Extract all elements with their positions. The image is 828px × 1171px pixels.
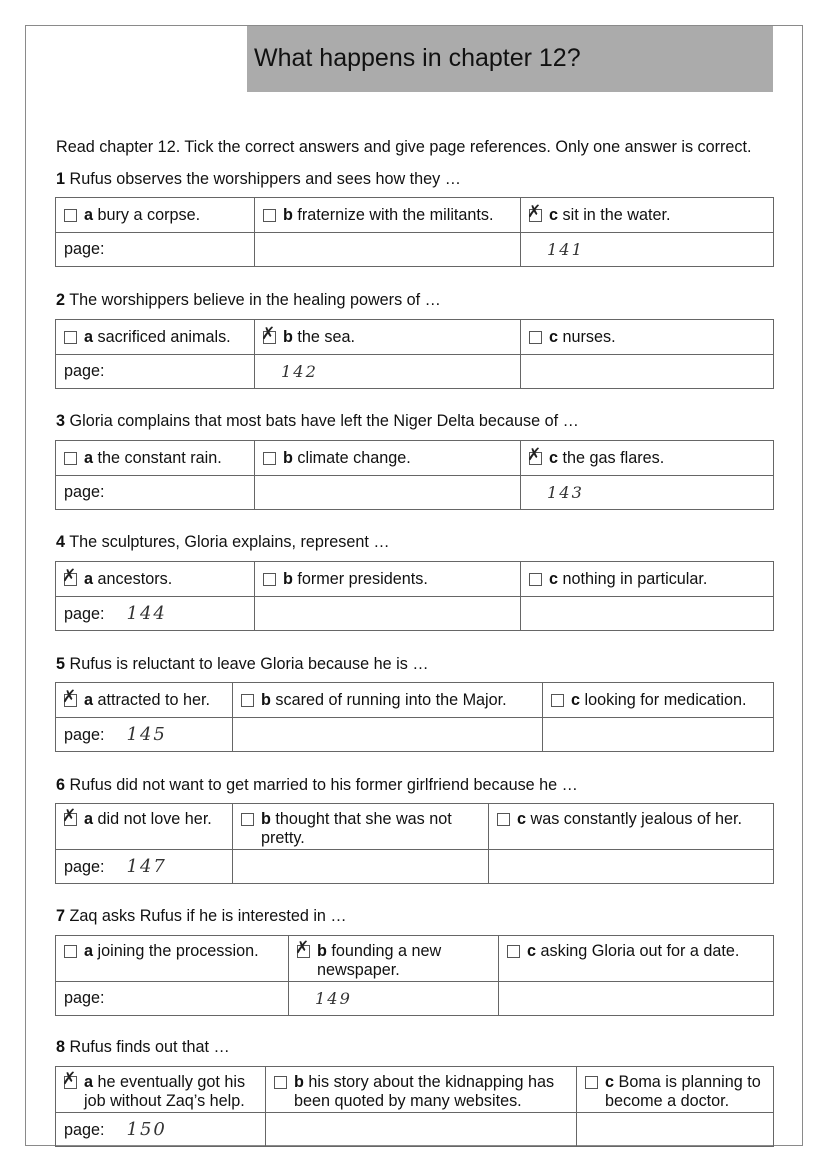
question-text: Zaq asks Rufus if he is interested in …	[69, 907, 347, 925]
page-label: page:	[64, 726, 105, 744]
option-label	[261, 810, 480, 848]
option-letter: a	[84, 810, 94, 828]
option-letter: b	[283, 327, 293, 346]
option-label	[517, 810, 742, 829]
page-number-handwritten: 147	[126, 856, 167, 877]
page-field-blank[interactable]	[577, 1113, 774, 1147]
option-text: nurses.	[562, 327, 616, 346]
checkbox-c[interactable]	[551, 694, 564, 707]
option-b-cell	[255, 320, 521, 355]
question-number: 2	[56, 291, 66, 309]
question-text: Gloria complains that most bats have left the Niger Delta because of …	[69, 412, 579, 430]
option-b-cell	[266, 1067, 577, 1113]
option-c-cell	[521, 562, 774, 597]
page-field-blank[interactable]	[521, 597, 774, 631]
checkbox-b[interactable]	[274, 1076, 287, 1089]
page-field[interactable]	[56, 355, 255, 389]
option-text: founding a new newspaper.	[317, 942, 442, 979]
option-text: Boma is planning to become a doctor.	[605, 1073, 761, 1110]
page-label: page:	[64, 858, 105, 876]
option-b-cell	[255, 198, 521, 233]
option-text: he eventually got his job without Zaq’s help.	[84, 1073, 246, 1110]
page-field[interactable]	[56, 476, 255, 510]
option-label	[84, 206, 200, 225]
question-number: 4	[56, 533, 66, 551]
option-label	[294, 1073, 568, 1111]
answer-table-1	[55, 197, 774, 267]
checkbox-b[interactable]	[295, 938, 310, 958]
question-3	[56, 412, 579, 431]
answer-table-6	[55, 803, 774, 884]
option-letter: a	[84, 1073, 94, 1091]
option-label	[84, 691, 210, 710]
answer-table-4	[55, 561, 774, 631]
page-number-handwritten[interactable]: 149	[289, 982, 499, 1016]
page-field[interactable]	[56, 982, 289, 1016]
option-a-cell	[56, 320, 255, 355]
checkbox-a[interactable]	[62, 686, 77, 707]
option-letter: b	[283, 448, 293, 467]
page-field[interactable]	[56, 597, 255, 631]
page-label: page:	[64, 483, 105, 501]
page-field-blank[interactable]	[521, 355, 774, 389]
option-letter: a	[84, 942, 94, 960]
option-letter: a	[84, 690, 94, 709]
option-letter: c	[527, 942, 537, 960]
page-field-blank[interactable]	[233, 718, 543, 752]
option-label	[84, 942, 259, 961]
page-label: page:	[64, 989, 105, 1007]
option-text: sit in the water.	[562, 205, 671, 224]
option-text: ancestors.	[97, 569, 173, 588]
option-label	[84, 570, 172, 589]
page-field-blank[interactable]	[489, 850, 774, 884]
option-letter: c	[549, 448, 559, 467]
page-number-handwritten[interactable]: 142	[255, 355, 521, 389]
checkbox-c[interactable]	[529, 573, 542, 586]
option-c-cell	[521, 198, 774, 233]
page-number-handwritten[interactable]: 143	[521, 476, 774, 510]
option-a-cell	[56, 441, 255, 476]
checkbox-a[interactable]	[62, 565, 77, 586]
question-text: The sculptures, Gloria explains, represent …	[69, 533, 390, 551]
option-letter: a	[84, 448, 94, 467]
option-text: attracted to her.	[97, 690, 210, 709]
question-2	[56, 291, 441, 310]
option-letter: b	[283, 205, 293, 224]
option-c-cell	[489, 804, 774, 850]
option-b-cell	[233, 804, 489, 850]
question-text: The worshippers believe in the healing powers of …	[69, 291, 441, 309]
option-text: thought that she was not pretty.	[261, 810, 452, 847]
page-field[interactable]	[56, 718, 233, 752]
option-a-cell	[56, 936, 289, 982]
option-a-cell	[56, 804, 233, 850]
option-text: bury a corpse.	[97, 205, 201, 224]
tick-mark-icon: ✗	[261, 323, 276, 344]
page-field-blank[interactable]	[499, 982, 774, 1016]
option-label	[549, 328, 616, 347]
checkbox-b[interactable]	[241, 813, 254, 826]
option-text: fraternize with the militants.	[297, 205, 494, 224]
checkbox-a[interactable]	[64, 945, 77, 958]
option-text: climate change.	[297, 448, 411, 467]
question-5	[56, 655, 429, 674]
checkbox-c[interactable]	[497, 813, 510, 826]
question-1	[56, 170, 461, 189]
option-b-cell	[255, 562, 521, 597]
option-label	[317, 942, 490, 980]
option-label	[283, 570, 428, 589]
option-c-cell	[521, 441, 774, 476]
question-number: 6	[56, 776, 66, 794]
option-letter: b	[317, 942, 327, 960]
option-label	[283, 449, 411, 468]
page-field-blank[interactable]	[233, 850, 489, 884]
option-c-cell	[499, 936, 774, 982]
option-b-cell	[289, 936, 499, 982]
tick-mark-icon: ✗	[62, 565, 77, 586]
option-label	[84, 1073, 257, 1111]
question-6	[56, 776, 578, 795]
tick-mark-icon: ✗	[62, 806, 77, 826]
question-text: Rufus finds out that …	[69, 1038, 230, 1056]
page-field[interactable]	[56, 850, 233, 884]
tick-mark-icon: ✗	[62, 1069, 77, 1089]
option-label	[283, 206, 494, 225]
option-letter: c	[605, 1073, 615, 1091]
answer-table-7	[55, 935, 774, 1016]
question-text: Rufus did not want to get married to his former girlfriend because he …	[69, 776, 578, 794]
option-letter: c	[549, 327, 559, 346]
option-letter: c	[549, 569, 559, 588]
answer-table-5	[55, 682, 774, 752]
option-text: the sea.	[297, 327, 355, 346]
option-label	[549, 449, 664, 468]
option-label	[84, 449, 222, 468]
checkbox-b[interactable]	[263, 452, 276, 465]
page-label: page:	[64, 362, 105, 380]
question-text: Rufus observes the worshippers and sees how they …	[69, 170, 461, 188]
page-label: page:	[64, 1121, 105, 1139]
option-b-cell	[233, 683, 543, 718]
answer-table-8	[55, 1066, 774, 1147]
option-label	[605, 1073, 765, 1111]
option-text: was constantly jealous of her.	[530, 810, 742, 828]
tick-mark-icon: ✗	[527, 444, 542, 465]
page-field-blank[interactable]	[266, 1113, 577, 1147]
option-text: sacrificed animals.	[97, 327, 231, 346]
question-text: Rufus is reluctant to leave Gloria because he is …	[69, 655, 429, 673]
checkbox-b[interactable]	[241, 694, 254, 707]
page-label: page:	[64, 240, 105, 258]
checkbox-a[interactable]	[64, 331, 77, 344]
question-4	[56, 533, 390, 552]
option-letter: b	[261, 690, 271, 709]
option-label	[549, 206, 670, 225]
answer-table-3	[55, 440, 774, 510]
option-text: scared of running into the Major.	[275, 690, 507, 709]
tick-mark-icon: ✗	[295, 938, 310, 958]
checkbox-b[interactable]	[263, 573, 276, 586]
page-number-handwritten[interactable]: 141	[521, 233, 774, 267]
option-c-cell	[577, 1067, 774, 1113]
option-text: nothing in particular.	[562, 569, 708, 588]
option-letter: a	[84, 569, 94, 588]
option-letter: c	[549, 205, 559, 224]
option-text: did not love her.	[97, 810, 212, 828]
option-letter: a	[84, 205, 94, 224]
checkbox-a[interactable]	[62, 1069, 77, 1089]
checkbox-c[interactable]	[585, 1076, 598, 1089]
option-a-cell	[56, 198, 255, 233]
page-field-blank[interactable]	[255, 476, 521, 510]
option-c-cell	[543, 683, 774, 718]
checkbox-c[interactable]	[527, 201, 542, 222]
option-label	[84, 810, 212, 829]
page-number-handwritten: 150	[126, 1119, 167, 1140]
option-text: asking Gloria out for a date.	[540, 942, 740, 960]
checkbox-c[interactable]	[507, 945, 520, 958]
page-label: page:	[64, 605, 105, 623]
option-c-cell	[521, 320, 774, 355]
page-field[interactable]	[56, 233, 255, 267]
option-label	[283, 328, 355, 347]
page-title: What happens in chapter 12?	[254, 44, 581, 72]
option-text: joining the procession.	[97, 942, 259, 960]
tick-mark-icon: ✗	[527, 201, 542, 222]
option-label	[571, 691, 746, 710]
option-text: the gas flares.	[562, 448, 665, 467]
option-text: former presidents.	[297, 569, 428, 588]
checkbox-b[interactable]	[261, 323, 276, 344]
checkbox-c[interactable]	[527, 444, 542, 465]
checkbox-b[interactable]	[263, 209, 276, 222]
checkbox-a[interactable]	[64, 452, 77, 465]
page-field-blank[interactable]	[255, 597, 521, 631]
page-number-handwritten: 145	[126, 724, 167, 745]
option-label	[527, 942, 739, 961]
option-letter: b	[283, 569, 293, 588]
option-label	[549, 570, 707, 589]
question-7	[56, 907, 347, 926]
option-a-cell	[56, 683, 233, 718]
option-text: the constant rain.	[97, 448, 222, 467]
question-number: 3	[56, 412, 66, 430]
option-letter: b	[294, 1073, 304, 1091]
checkbox-c[interactable]	[529, 331, 542, 344]
option-a-cell	[56, 562, 255, 597]
question-8	[56, 1038, 230, 1057]
option-letter: c	[517, 810, 527, 828]
option-letter: c	[571, 690, 581, 709]
instructions: Read chapter 12. Tick the correct answers and give page references. Only one answer is correct.	[56, 138, 752, 156]
option-b-cell	[255, 441, 521, 476]
question-number: 8	[56, 1038, 66, 1056]
page-number-handwritten: 144	[126, 603, 167, 624]
answer-table-2	[55, 319, 774, 389]
option-label	[261, 691, 507, 710]
option-letter: b	[261, 810, 271, 828]
option-a-cell	[56, 1067, 266, 1113]
option-text: his story about the kidnapping has been quoted by many websites.	[294, 1073, 555, 1110]
checkbox-a[interactable]	[62, 806, 77, 826]
page-field[interactable]	[56, 1113, 266, 1147]
question-number: 1	[56, 170, 66, 188]
tick-mark-icon: ✗	[62, 686, 77, 707]
option-text: looking for medication.	[584, 690, 747, 709]
checkbox-a[interactable]	[64, 209, 77, 222]
page-field-blank[interactable]	[543, 718, 774, 752]
option-letter: a	[84, 327, 94, 346]
page-field-blank[interactable]	[255, 233, 521, 267]
question-number: 7	[56, 907, 66, 925]
question-number: 5	[56, 655, 66, 673]
option-label	[84, 328, 231, 347]
